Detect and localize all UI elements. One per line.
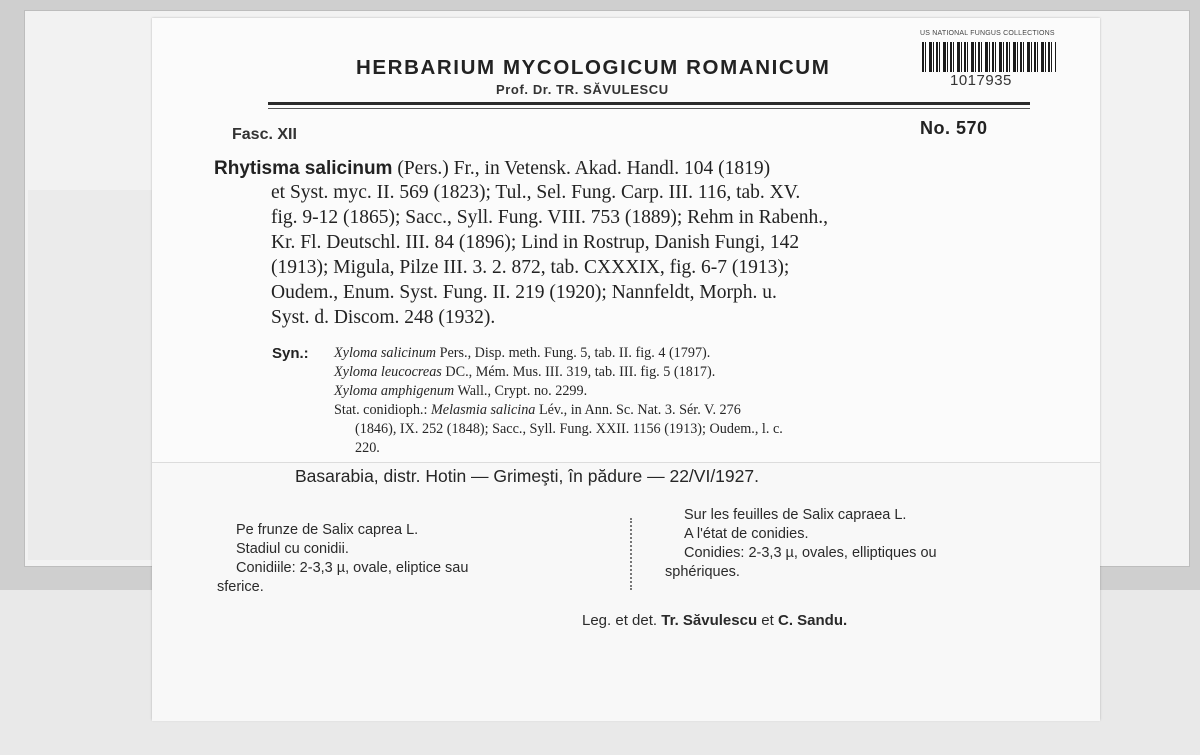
synonym-entry: [334, 364, 715, 381]
citation-line: (1913); Migula, Pilze III. 3. 2. 872, tab. CXXXIX, fig. 6-7 (1913);: [271, 257, 790, 278]
header-rule: [268, 102, 1030, 105]
citation-line: et Syst. myc. II. 569 (1823); Tul., Sel. Fung. Carp. III. 116, tab. XV.: [271, 182, 801, 203]
header-rule-thin: [268, 108, 1030, 109]
citation-line: (Pers.) Fr., in Vetensk. Akad. Handl. 104 (1819): [397, 158, 771, 179]
collector-name: C. Sandu.: [777, 612, 848, 629]
description-ro-line: Pe frunze de Salix caprea L.: [236, 522, 419, 538]
collection-locality: Basarabia, distr. Hotin — Grimeşti, în pădure — 22/VI/1927.: [295, 466, 759, 486]
description-fr-line: Sur les feuilles de Salix capraea L.: [684, 507, 907, 523]
description-ro-line: Stadiul cu conidii.: [236, 541, 349, 557]
exsiccata-number: No. 570: [920, 118, 988, 138]
synonym-name: Xyloma salicinum: [334, 345, 437, 361]
envelope-flap: [28, 190, 153, 560]
collector-line: [582, 612, 847, 629]
synonyms-label: Syn.:: [272, 345, 309, 362]
description-fr-line: sphériques.: [665, 564, 740, 580]
description-ro-line: sferice.: [217, 579, 264, 595]
fascicle-label: Fasc. XII: [232, 126, 297, 143]
synonym-entry: [334, 345, 710, 362]
label-lower-panel: [152, 462, 1100, 721]
citation-line: Oudem., Enum. Syst. Fung. II. 219 (1920); Nannfeldt, Morph. u.: [271, 282, 777, 303]
synonym-name: Melasmia salicina: [430, 402, 536, 418]
conidial-stage-cont: 220.: [355, 440, 380, 456]
description-fr-line: Conidies: 2-3,3 µ, ovales, elliptiques ou: [684, 545, 937, 561]
species-line-1: [214, 158, 770, 180]
stat-prefix: Stat. conidioph.:: [334, 402, 431, 418]
conidial-stage-cont: (1846), IX. 252 (1848); Sacc., Syll. Fung. XXII. 1156 (1913); Oudem., l. c.: [355, 421, 783, 437]
synonym-ref: Pers., Disp. meth. Fung. 5, tab. II. fig. 4 (1797).: [436, 345, 711, 361]
barcode-number: 1017935: [950, 72, 1012, 89]
herbarium-title: HERBARIUM MYCOLOGICUM ROMANICUM: [356, 56, 831, 79]
conidial-stage-entry: [334, 402, 741, 419]
synonym-entry: [334, 383, 587, 400]
barcode-caption: US NATIONAL FUNGUS COLLECTIONS: [920, 30, 1055, 37]
citation-line: fig. 9-12 (1865); Sacc., Syll. Fung. VIII. 753 (1889); Rehm in Rabenh.,: [271, 207, 828, 228]
leg-prefix: Leg. et det.: [582, 612, 658, 629]
collector-name: Tr. Săvulescu: [661, 612, 758, 629]
leg-conjunction: et: [761, 612, 774, 629]
description-fr-line: A l'état de conidies.: [684, 526, 809, 542]
citation-line: Kr. Fl. Deutschl. III. 84 (1896); Lind in Rostrup, Danish Fungi, 142: [271, 232, 800, 253]
synonym-name: Xyloma leucocreas: [334, 364, 442, 380]
description-ro-line: Conidiile: 2-3,3 µ, ovale, eliptice sau: [236, 560, 469, 576]
synonym-ref: Wall., Crypt. no. 2299.: [454, 383, 588, 399]
species-name: Rhytisma salicinum: [214, 158, 393, 179]
column-divider: [630, 518, 632, 590]
synonym-name: Xyloma amphigenum: [334, 383, 455, 399]
herbarium-curator: Prof. Dr. TR. SĂVULESCU: [496, 82, 669, 97]
synonym-ref: DC., Mém. Mus. III. 319, tab. III. fig. 5 (1817).: [441, 364, 716, 380]
synonym-ref: Lév., in Ann. Sc. Nat. 3. Sér. V. 276: [535, 402, 741, 418]
citation-line: Syst. d. Discom. 248 (1932).: [271, 307, 496, 328]
barcode-image: [922, 42, 1056, 72]
